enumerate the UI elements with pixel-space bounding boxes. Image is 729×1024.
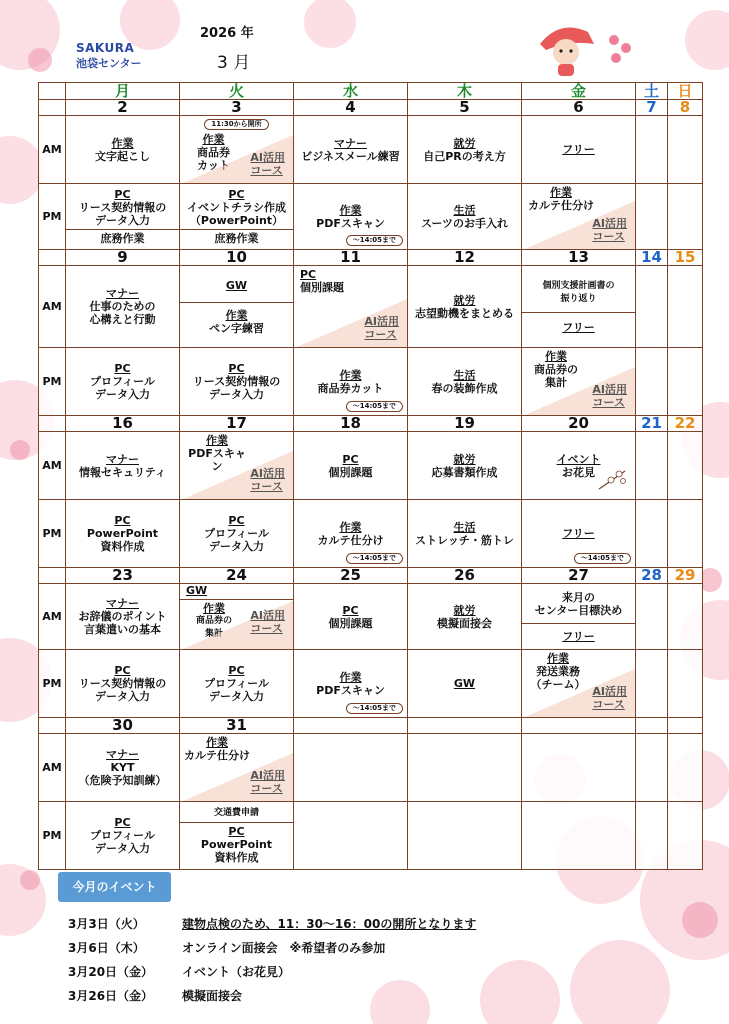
activity: 自己PRの考え方 [423, 149, 506, 163]
activity: ストレッチ・筋トレ [415, 533, 514, 547]
date-cell: 21 [636, 416, 668, 432]
date-cell: 8 [668, 100, 703, 116]
activity: 仕事のための [89, 300, 156, 313]
date-cell: 27 [522, 568, 636, 584]
schedule-cell [66, 500, 180, 568]
activity: プロフィール [90, 829, 155, 842]
empty-cell [294, 734, 408, 802]
activity: データ入力 [95, 388, 150, 401]
activity: カルテ仕分け [317, 533, 384, 547]
activity: スーツのお手入れ [420, 216, 508, 230]
activity: 個別課題 [300, 281, 344, 294]
date-cell [522, 718, 636, 734]
date-cell: 13 [522, 250, 636, 266]
activity: データ入力 [209, 388, 264, 401]
pm-row [39, 500, 703, 568]
activity: PDFスキャン [188, 447, 246, 473]
activity: 商品券の [534, 363, 578, 376]
calendar-table [38, 82, 703, 870]
date-cell: 23 [66, 568, 180, 584]
am-label: AM [39, 432, 66, 500]
date-cell: 14 [636, 250, 668, 266]
activity: リース契約情報の [192, 375, 281, 388]
pm-label: PM [39, 650, 66, 718]
date-cell [408, 718, 522, 734]
activity: 商品券カット [317, 381, 384, 395]
category: PC [228, 362, 245, 375]
activity: プロフィール [204, 527, 269, 540]
date-spacer [39, 568, 66, 584]
activity: 情報セキュリティ [79, 465, 166, 479]
activity: 個別支援計画書の [542, 280, 615, 291]
schedule-cell [294, 184, 408, 250]
ai-course-label: AI活用 コース [592, 685, 627, 711]
activity: イベントチラシ作成 [187, 201, 286, 214]
am-row [39, 266, 703, 348]
empty-cell [408, 802, 522, 870]
category: 作業 [225, 308, 248, 322]
weekday-mon: 月 [66, 83, 180, 100]
schedule-cell [408, 500, 522, 568]
schedule-cell [180, 500, 294, 568]
pm-label: PM [39, 500, 66, 568]
category: 生活 [453, 368, 476, 382]
event-item [68, 916, 476, 940]
events-list [68, 916, 476, 1012]
activity: お辞儀のポイント [78, 610, 167, 623]
category: 生活 [453, 203, 476, 217]
ai-course-label: AI活用 コース [250, 769, 285, 795]
am-label: AM [39, 734, 66, 802]
category: マナー [106, 748, 139, 761]
event-date: 3月26日（金） [68, 989, 154, 1003]
schedule-cell [66, 432, 180, 500]
activity: 志望動機をまとめる [415, 306, 514, 320]
date-cell: 17 [180, 416, 294, 432]
corner-cell [39, 83, 66, 100]
activity: 応募書類作成 [431, 465, 498, 479]
category: PC [114, 514, 131, 527]
activity: KYT [110, 761, 135, 774]
date-cell: 30 [66, 718, 180, 734]
event-item [68, 988, 476, 1012]
category: マナー [106, 452, 139, 466]
category: GW [225, 278, 248, 292]
event-item [68, 940, 476, 964]
center-name [76, 40, 142, 72]
category: マナー [334, 136, 367, 150]
date-cell: 6 [522, 100, 636, 116]
category: 作業 [202, 133, 225, 146]
schedule-cell [294, 266, 408, 348]
activity: GW [453, 677, 476, 690]
open-time-badge: 11:30から開所 [204, 119, 268, 130]
schedule-cell [66, 802, 180, 870]
activity: PDFスキャン [316, 216, 385, 230]
pm-label: PM [39, 184, 66, 250]
weekend-cell [636, 734, 668, 802]
end-time-badge: ～14:05まで [346, 235, 403, 246]
activity: センター目標決め [534, 603, 623, 617]
date-cell: 25 [294, 568, 408, 584]
activity: データ入力 [95, 214, 150, 227]
category: 就労 [453, 293, 476, 307]
schedule-cell [408, 348, 522, 416]
activity: 個別課題 [328, 616, 373, 630]
weekend-cell [668, 184, 703, 250]
date-cell: 12 [408, 250, 522, 266]
schedule-cell [408, 266, 522, 348]
event-item [68, 964, 476, 988]
weekend-cell [636, 802, 668, 870]
weekend-cell [636, 266, 668, 348]
empty-cell [522, 734, 636, 802]
schedule-cell [408, 184, 522, 250]
empty-cell [294, 802, 408, 870]
activity: PowerPoint [200, 838, 273, 851]
activity: 振り返り [560, 293, 597, 304]
weekend-cell [636, 184, 668, 250]
am-row [39, 584, 703, 650]
category: GW [186, 584, 208, 597]
activity: 文字起こし [95, 149, 150, 163]
weekend-cell [636, 348, 668, 416]
pm-label: PM [39, 348, 66, 416]
ai-course-label: AI活用 コース [250, 151, 285, 177]
activity: 心構えと行動 [89, 313, 156, 326]
category: 作業 [206, 434, 228, 447]
activity: カット [197, 159, 230, 172]
category: PC [342, 452, 359, 466]
pm-row [39, 650, 703, 718]
date-cell: 7 [636, 100, 668, 116]
category: 作業 [203, 602, 225, 615]
weekend-cell [668, 266, 703, 348]
weekday-tue: 火 [180, 83, 294, 100]
schedule-cell [408, 650, 522, 718]
date-spacer [39, 416, 66, 432]
activity: ペン字練習 [209, 321, 264, 335]
weekend-cell [668, 650, 703, 718]
schedule-cell [180, 584, 294, 650]
date-cell: 29 [668, 568, 703, 584]
activity: 個別課題 [328, 465, 373, 479]
weekday-header-row [39, 83, 703, 100]
schedule-cell [180, 802, 294, 870]
center-name-ja: 池袋センター [76, 57, 142, 70]
activity: 資料作成 [100, 540, 145, 553]
schedule-cell [408, 116, 522, 184]
ai-course-label: AI活用 コース [250, 467, 285, 493]
date-cell: 18 [294, 416, 408, 432]
event-text: オンライン面接会 ※希望者のみ参加 [182, 941, 386, 955]
category: 就労 [453, 603, 476, 617]
event-text: イベント（お花見） [182, 965, 291, 979]
schedule-cell [294, 650, 408, 718]
end-time-badge: ～14:05まで [346, 703, 403, 714]
am-row [39, 432, 703, 500]
category: PC [114, 664, 131, 677]
category: PC [300, 268, 317, 281]
am-row [39, 116, 703, 184]
schedule-cell [66, 650, 180, 718]
category: 作業 [547, 652, 569, 665]
month-label: 3 月 [217, 53, 251, 73]
date-cell: 31 [180, 718, 294, 734]
schedule-cell [66, 734, 180, 802]
activity: 商品券の [195, 616, 232, 626]
activity: プロフィール [90, 375, 155, 388]
date-cell: 28 [636, 568, 668, 584]
weekend-cell [668, 734, 703, 802]
activity: 春の装飾作成 [431, 381, 498, 395]
date-spacer [39, 718, 66, 734]
category: 生活 [453, 520, 476, 534]
date-row [39, 250, 703, 266]
activity: （危険予知訓練） [78, 774, 167, 787]
date-row [39, 100, 703, 116]
date-cell [636, 718, 668, 734]
weekday-fri: 金 [522, 83, 636, 100]
schedule-cell [294, 500, 408, 568]
schedule-cell [66, 116, 180, 184]
schedule-cell [522, 348, 636, 416]
weekend-cell [636, 584, 668, 650]
category: 作業 [206, 736, 228, 749]
weekend-cell [668, 500, 703, 568]
activity: 集計 [204, 629, 223, 639]
flower-icon [602, 28, 638, 68]
schedule-cell [294, 432, 408, 500]
category: PC [114, 188, 131, 201]
center-name-en: SAKURA [76, 41, 135, 55]
weekend-cell [668, 348, 703, 416]
am-label: AM [39, 116, 66, 184]
schedule-cell [522, 650, 636, 718]
ai-course-label: AI活用 コース [364, 315, 399, 341]
category: 就労 [453, 452, 476, 466]
activity: データ入力 [209, 540, 264, 553]
category: 作業 [111, 136, 134, 150]
extra-task: 交通費申請 [213, 808, 259, 818]
schedule-cell [180, 432, 294, 500]
extra-task: 庶務作業 [100, 232, 145, 245]
am-label: AM [39, 584, 66, 650]
schedule-cell [294, 348, 408, 416]
activity: フリー [562, 527, 595, 540]
category: マナー [106, 287, 139, 300]
ai-course-label: AI活用 コース [592, 383, 627, 409]
activity: ビジネスメール練習 [301, 149, 400, 163]
category: PC [228, 188, 245, 201]
pm-row [39, 184, 703, 250]
date-row [39, 718, 703, 734]
activity: リース契約情報の [78, 201, 167, 214]
category: PC [114, 362, 131, 375]
activity: お花見 [562, 465, 595, 479]
date-cell: 10 [180, 250, 294, 266]
category: 就労 [453, 136, 476, 150]
schedule-cell [522, 266, 636, 348]
blossom-icon [597, 467, 627, 491]
event-date: 3月20日（金） [68, 965, 154, 979]
schedule-cell [66, 184, 180, 250]
weekend-cell [668, 116, 703, 184]
date-cell: 9 [66, 250, 180, 266]
date-cell: 2 [66, 100, 180, 116]
pm-label: PM [39, 802, 66, 870]
activity: PDFスキャン [316, 683, 385, 697]
event-text: 模擬面接会 [182, 989, 243, 1003]
schedule-cell [180, 734, 294, 802]
date-cell: 5 [408, 100, 522, 116]
category: 作業 [339, 203, 362, 217]
mascot-icon [530, 14, 602, 80]
date-cell: 26 [408, 568, 522, 584]
date-cell: 15 [668, 250, 703, 266]
activity: 集計 [545, 376, 567, 389]
category: マナー [106, 597, 139, 610]
activity: （チーム） [530, 678, 586, 691]
events-title: 今月のイベント [58, 872, 171, 902]
category: PC [228, 664, 245, 677]
end-time-badge: ～14:05まで [346, 401, 403, 412]
empty-cell [408, 734, 522, 802]
weekend-cell [636, 650, 668, 718]
ai-course-label: AI活用 コース [592, 217, 627, 243]
schedule-cell [522, 184, 636, 250]
am-label: AM [39, 266, 66, 348]
weekend-cell [636, 432, 668, 500]
date-cell [294, 718, 408, 734]
activity: 発送業務 [536, 665, 580, 678]
schedule-cell [66, 266, 180, 348]
activity: 来月の [562, 590, 595, 604]
activity: 模擬面接会 [437, 616, 492, 630]
category: PC [114, 816, 131, 829]
date-cell: 19 [408, 416, 522, 432]
category: 作業 [550, 186, 572, 199]
weekend-cell [636, 500, 668, 568]
activity: PowerPoint [86, 527, 159, 540]
schedule-cell [294, 116, 408, 184]
date-cell: 24 [180, 568, 294, 584]
date-cell: 3 [180, 100, 294, 116]
category: PC [228, 825, 245, 838]
activity: データ入力 [95, 842, 150, 855]
schedule-cell [522, 432, 636, 500]
date-cell: 20 [522, 416, 636, 432]
schedule-cell [180, 266, 294, 348]
pm-row [39, 348, 703, 416]
category: 作業 [339, 670, 362, 684]
weekday-thu: 木 [408, 83, 522, 100]
schedule-cell [294, 584, 408, 650]
activity: カルテ仕分け [184, 749, 250, 762]
date-cell: 22 [668, 416, 703, 432]
date-cell: 11 [294, 250, 408, 266]
category: PC [228, 514, 245, 527]
category: 作業 [545, 350, 567, 363]
schedule-cell [408, 584, 522, 650]
activity: データ入力 [209, 690, 264, 703]
date-row [39, 568, 703, 584]
activity: フリー [562, 629, 595, 643]
date-row [39, 416, 703, 432]
weekday-wed: 水 [294, 83, 408, 100]
am-row [39, 734, 703, 802]
activity: （PowerPoint） [189, 214, 284, 227]
end-time-badge: ～14:05まで [574, 553, 631, 564]
schedule-cell [180, 348, 294, 416]
weekday-sun: 日 [668, 83, 703, 100]
weekend-cell [668, 584, 703, 650]
activity: リース契約情報の [78, 677, 167, 690]
weekend-cell [668, 802, 703, 870]
activity: 言葉遣いの基本 [84, 623, 161, 636]
weekday-sat: 土 [636, 83, 668, 100]
schedule-cell [180, 116, 294, 184]
pm-row [39, 802, 703, 870]
end-time-badge: ～14:05まで [346, 553, 403, 564]
date-spacer [39, 250, 66, 266]
schedule-cell [522, 500, 636, 568]
event-text: 建物点検のため、11：30～16：00の開所となります [182, 917, 477, 931]
activity: フリー [562, 143, 595, 156]
schedule-cell [180, 184, 294, 250]
event-date: 3月6日（木） [68, 941, 145, 955]
date-spacer [39, 100, 66, 116]
category: イベント [556, 452, 601, 466]
ai-course-label: AI活用 コース [250, 609, 285, 635]
extra-task: 庶務作業 [214, 232, 259, 245]
category: PC [342, 603, 359, 617]
empty-cell [522, 802, 636, 870]
activity: フリー [562, 320, 595, 334]
date-cell [668, 718, 703, 734]
category: 作業 [339, 368, 362, 382]
schedule-cell [522, 116, 636, 184]
event-date: 3月3日（火） [68, 917, 145, 931]
weekend-cell [636, 116, 668, 184]
activity: 商品券 [197, 146, 230, 159]
activity: データ入力 [95, 690, 150, 703]
activity: プロフィール [204, 677, 269, 690]
schedule-cell [66, 584, 180, 650]
schedule-cell [66, 348, 180, 416]
activity: カルテ仕分け [528, 199, 594, 212]
schedule-cell [408, 432, 522, 500]
year-label: 2026 年 [200, 26, 254, 41]
date-cell: 4 [294, 100, 408, 116]
category: 作業 [339, 520, 362, 534]
schedule-cell [180, 650, 294, 718]
activity: 資料作成 [214, 851, 259, 864]
schedule-cell [522, 584, 636, 650]
weekend-cell [668, 432, 703, 500]
date-cell: 16 [66, 416, 180, 432]
